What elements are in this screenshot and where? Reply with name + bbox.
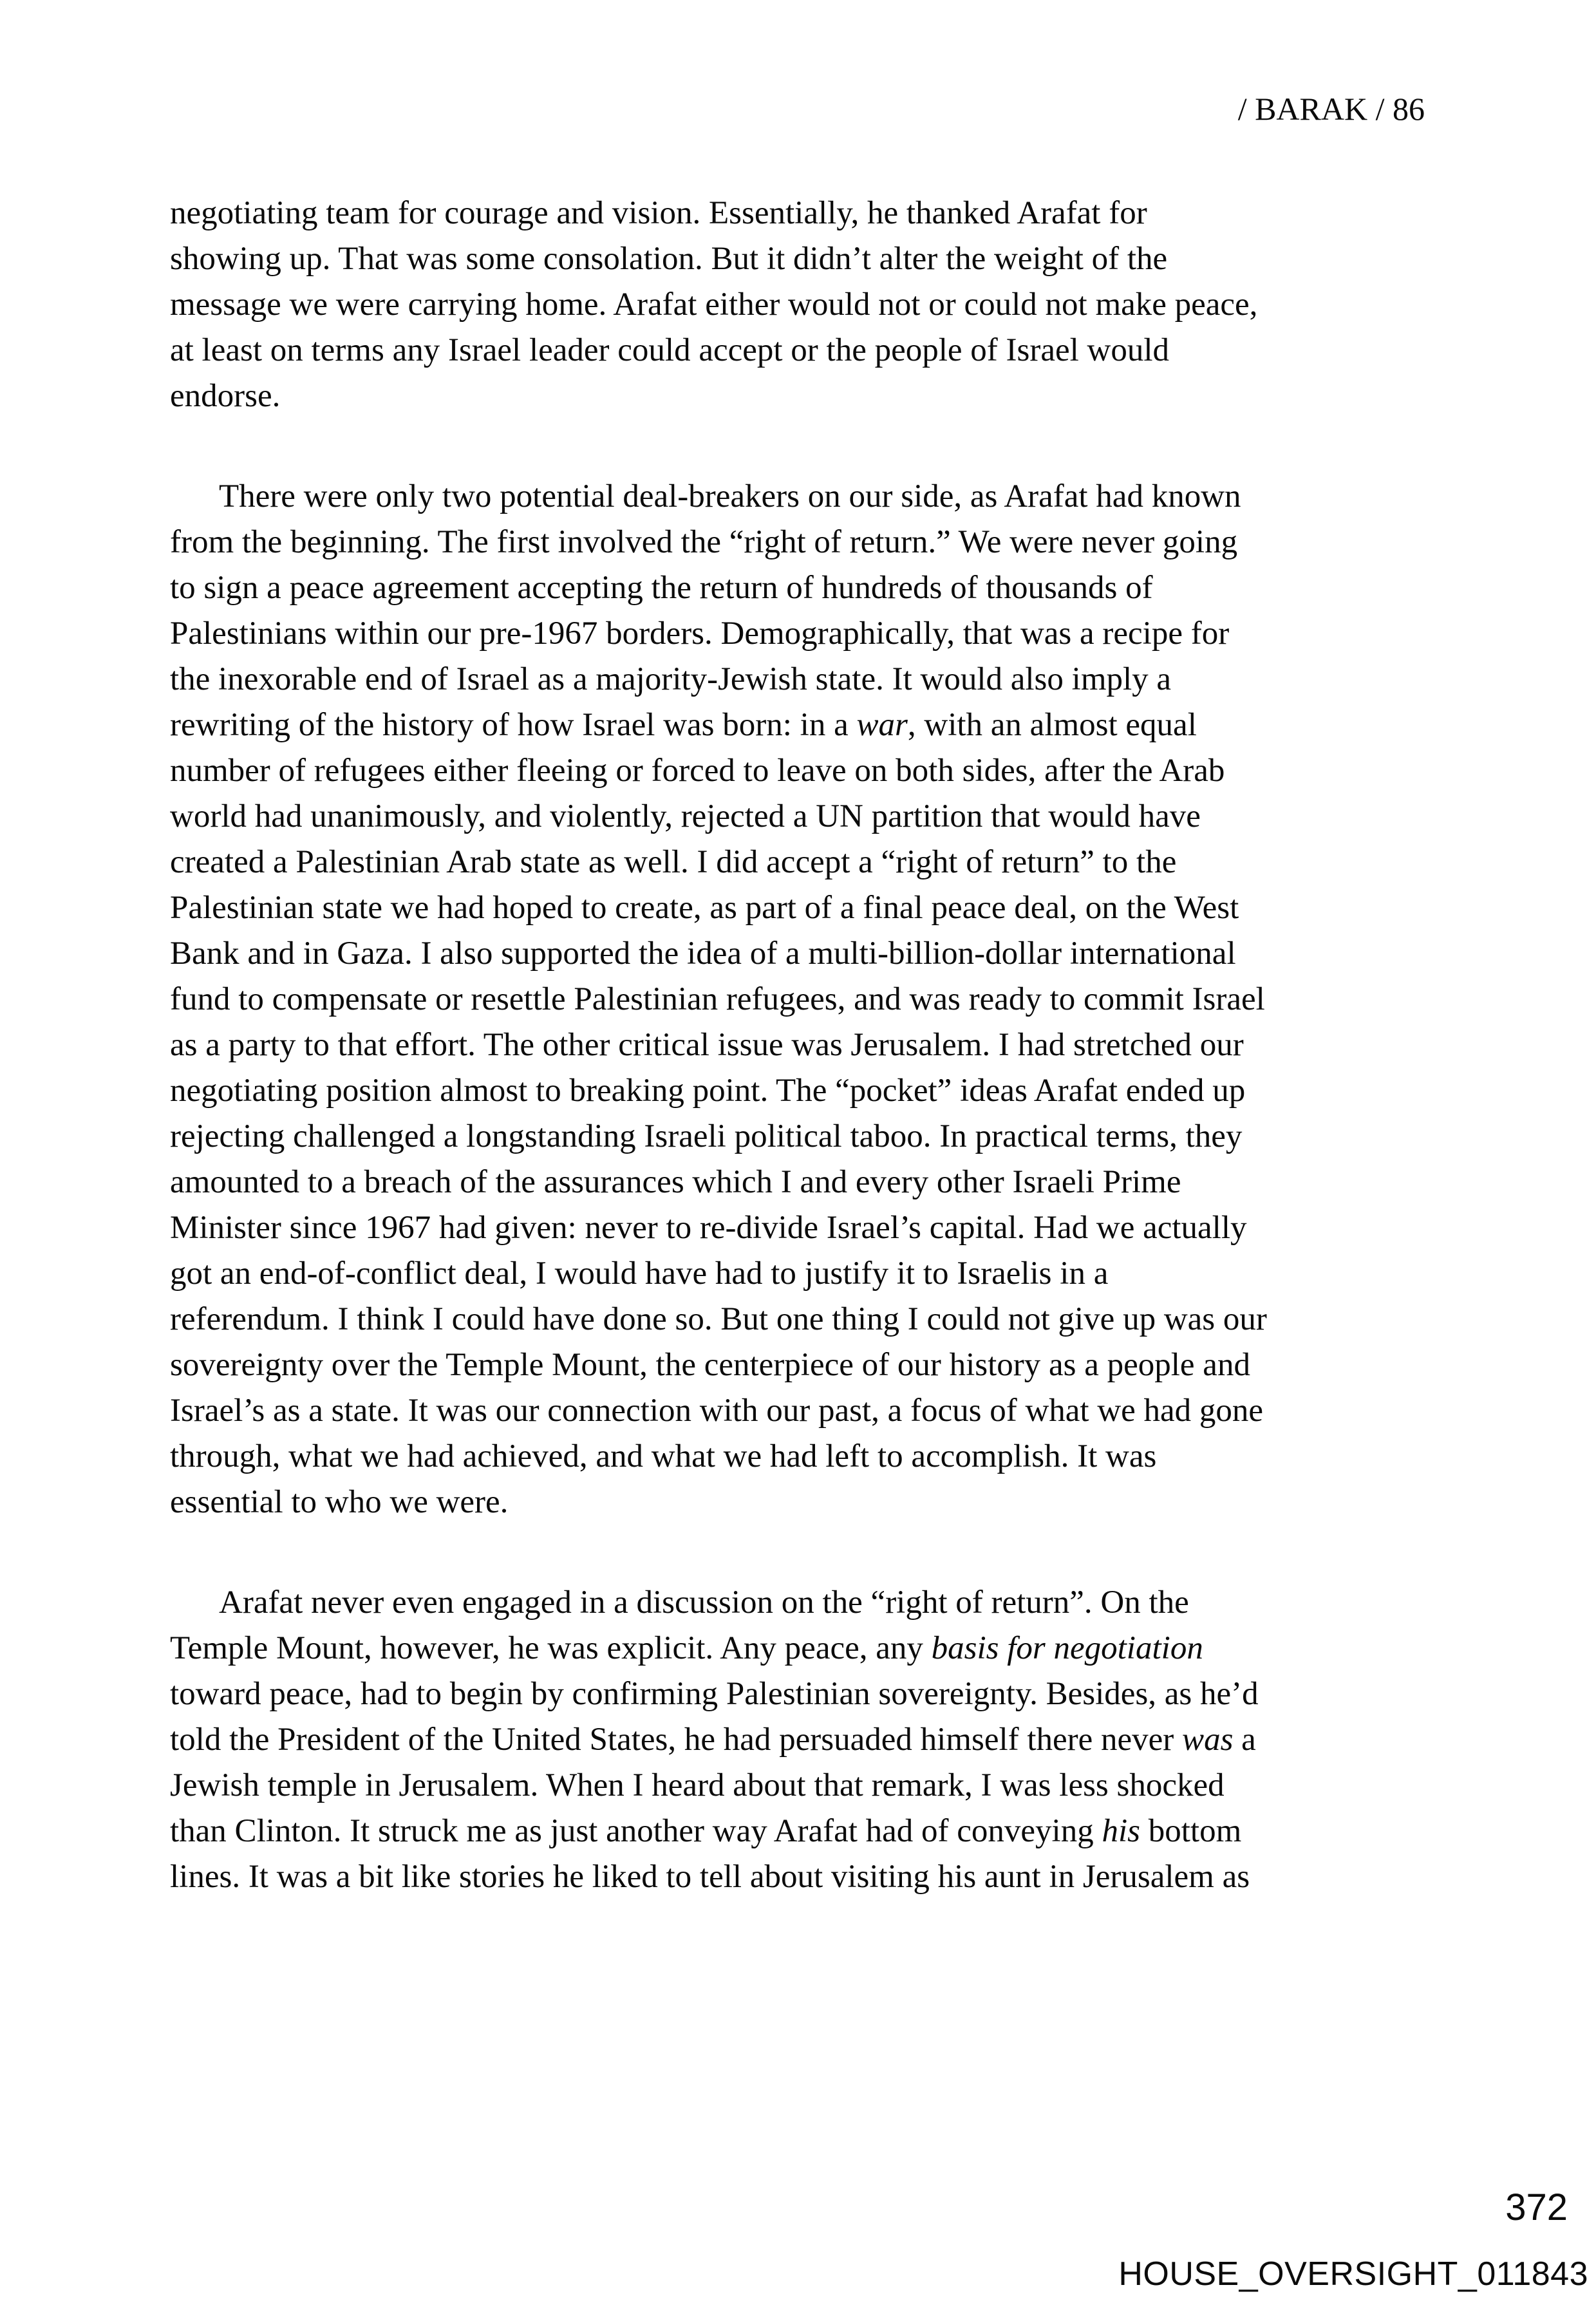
text-line — [170, 931, 1477, 977]
text-segment: told the President of the United States, he had persuaded himself there never — [170, 1722, 1183, 1758]
text-line — [170, 1480, 1477, 1525]
page-header: / BARAK / 86 — [1237, 91, 1425, 127]
text-segment: negotiating team for courage and vision. Essentially, he thanked Arafat for — [170, 195, 1147, 231]
text-line — [170, 794, 1477, 840]
text-segment: toward peace, had to begin by confirming Palestinian sovereignty. Besides, as he’d — [170, 1676, 1259, 1712]
text-line — [170, 236, 1477, 282]
paragraph — [170, 191, 1477, 419]
text-line — [170, 977, 1477, 1022]
text-line — [170, 282, 1477, 328]
text-line — [170, 1717, 1477, 1763]
text-line — [170, 885, 1477, 931]
text-segment: lines. It was a bit like stories he liked to tell about visiting his aunt in Jerusalem as — [170, 1859, 1250, 1895]
text-line — [170, 1297, 1477, 1342]
text-line — [170, 328, 1477, 373]
text-segment: There were only two potential deal-breakers on our side, as Arafat had known — [219, 478, 1241, 514]
text-segment: from the beginning. The first involved the “right of return.” We were never going — [170, 524, 1238, 560]
text-line — [170, 1388, 1477, 1434]
text-segment: Arafat never even engaged in a discussion on the “right of return”. On the — [219, 1584, 1189, 1621]
text-line — [170, 565, 1477, 611]
paragraph — [170, 474, 1477, 1525]
text-segment: message we were carrying home. Arafat either would not or could not make peace, — [170, 287, 1258, 323]
text-segment: Temple Mount, however, he was explicit. Any peace, any — [170, 1630, 932, 1666]
text-line — [170, 520, 1477, 565]
text-segment: rejecting challenged a longstanding Israeli political taboo. In practical terms, they — [170, 1118, 1243, 1154]
text-segment: amounted to a breach of the assurances which I and every other Israeli Prime — [170, 1164, 1181, 1200]
text-segment: referendum. I think I could have done so. But one thing I could not give up was our — [170, 1301, 1267, 1337]
text-segment: showing up. That was some consolation. But it didn’t alter the weight of the — [170, 241, 1168, 277]
text-line — [170, 1022, 1477, 1068]
text-segment: sovereignty over the Temple Mount, the centerpiece of our history as a people and — [170, 1347, 1250, 1383]
text-segment: Minister since 1967 had given: never to re-divide Israel’s capital. Had we actually — [170, 1210, 1247, 1246]
italic-text-segment: was — [1182, 1722, 1234, 1758]
text-line — [170, 840, 1477, 885]
text-segment: Palestinians within our pre-1967 borders. Demographically, that was a recipe for — [170, 616, 1230, 652]
text-segment: than Clinton. It struck me as just another way Arafat had of conveying — [170, 1813, 1102, 1849]
italic-text-segment: war — [856, 707, 908, 743]
text-line — [170, 1763, 1477, 1809]
text-segment: through, what we had achieved, and what we had left to accomplish. It was — [170, 1438, 1157, 1474]
text-line — [170, 1205, 1477, 1251]
text-line — [170, 1160, 1477, 1205]
paragraph — [170, 1580, 1477, 1900]
text-line — [170, 474, 1477, 520]
text-line — [170, 191, 1477, 236]
body-text — [170, 191, 1477, 1900]
text-line — [170, 1854, 1477, 1900]
text-segment: , with an almost equal — [907, 707, 1197, 743]
text-line — [170, 748, 1477, 794]
text-line — [170, 373, 1477, 419]
text-line — [170, 1434, 1477, 1480]
text-segment: essential to who we were. — [170, 1484, 509, 1520]
text-line — [170, 1580, 1477, 1626]
text-line — [170, 1342, 1477, 1388]
text-line — [170, 1671, 1477, 1717]
text-segment: the inexorable end of Israel as a majority-Jewish state. It would also imply a — [170, 661, 1172, 697]
text-line — [170, 1068, 1477, 1114]
text-segment: as a party to that effort. The other critical issue was Jerusalem. I had stretched our — [170, 1027, 1244, 1063]
text-segment: a — [1233, 1722, 1256, 1758]
text-line — [170, 611, 1477, 657]
text-segment: bottom — [1140, 1813, 1242, 1849]
text-line — [170, 1114, 1477, 1160]
bates-stamp: HOUSE_OVERSIGHT_011843 — [1118, 2255, 1588, 2293]
page-number: 372 — [1505, 2186, 1568, 2228]
text-segment: world had unanimously, and violently, rejected a UN partition that would have — [170, 798, 1201, 834]
text-segment: got an end-of-conflict deal, I would have had to justify it to Israelis in a — [170, 1255, 1109, 1292]
text-segment: number of refugees either fleeing or forced to leave on both sides, after the Arab — [170, 753, 1225, 789]
text-segment: Bank and in Gaza. I also supported the idea of a multi-billion-dollar international — [170, 935, 1236, 972]
text-segment: fund to compensate or resettle Palestinian refugees, and was ready to commit Israel — [170, 981, 1265, 1017]
text-segment: rewriting of the history of how Israel was born: in a — [170, 707, 857, 743]
text-segment: created a Palestinian Arab state as well. I did accept a “right of return” to the — [170, 844, 1177, 880]
text-segment: negotiating position almost to breaking point. The “pocket” ideas Arafat ended up — [170, 1073, 1246, 1109]
text-segment: at least on terms any Israel leader could accept or the people of Israel would — [170, 332, 1170, 368]
text-segment: endorse. — [170, 378, 281, 414]
text-segment: Jewish temple in Jerusalem. When I heard about that remark, I was less shocked — [170, 1767, 1225, 1803]
italic-text-segment: basis for negotiation — [931, 1630, 1203, 1666]
text-line — [170, 657, 1477, 702]
text-line — [170, 1809, 1477, 1854]
text-segment: Israel’s as a state. It was our connection with our past, a focus of what we had gone — [170, 1393, 1264, 1429]
text-line — [170, 1251, 1477, 1297]
italic-text-segment: his — [1102, 1813, 1141, 1849]
text-line — [170, 702, 1477, 748]
text-line — [170, 1626, 1477, 1671]
text-segment: to sign a peace agreement accepting the return of hundreds of thousands of — [170, 570, 1153, 606]
text-segment: Palestinian state we had hoped to create, as part of a final peace deal, on the West — [170, 890, 1239, 926]
